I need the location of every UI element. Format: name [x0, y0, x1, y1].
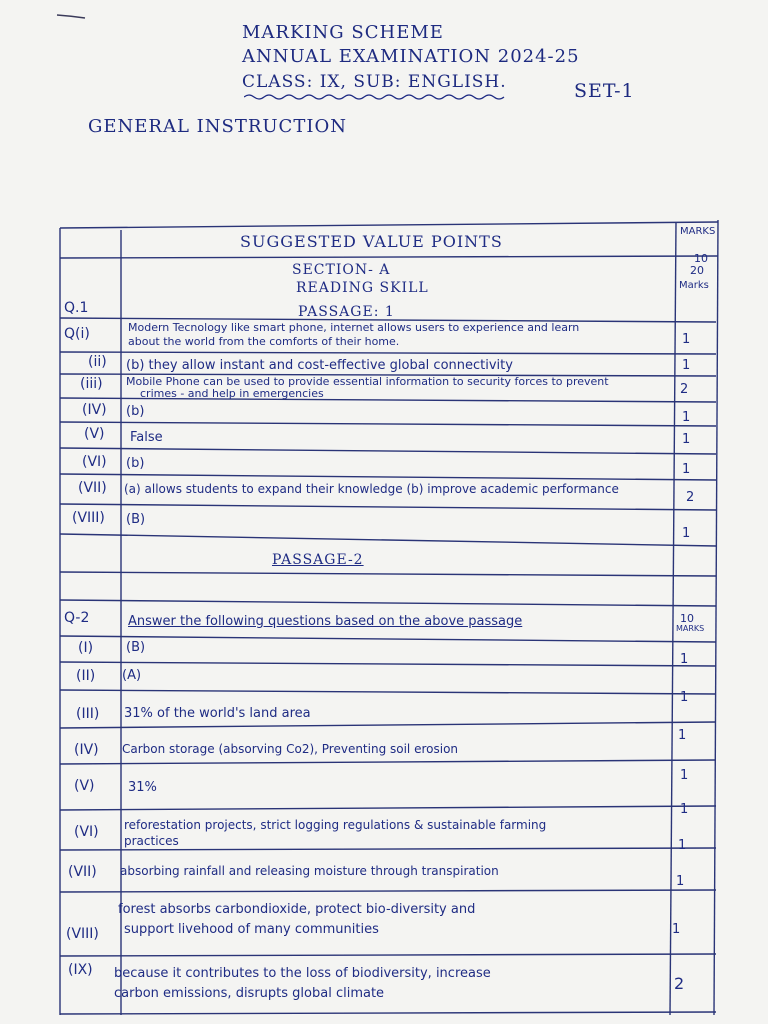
question-2-label: Q-2	[64, 610, 90, 626]
p2-row-num: (VIII)	[66, 926, 99, 942]
p2-row-answer-cont: practices	[124, 834, 179, 848]
p2-row-marks: 1	[678, 728, 687, 743]
p2-row-answer: absorbing rainfall and releasing moisture through transpiration	[120, 864, 499, 878]
p1-row-num: (VI)	[82, 454, 107, 470]
p1-row-answer: (B)	[126, 512, 146, 527]
p1-row-marks: 2	[680, 382, 689, 397]
p1-row-num: (V)	[84, 426, 105, 442]
passage1-heading: PASSAGE: 1	[298, 304, 395, 320]
passage2-heading: PASSAGE-2	[272, 552, 364, 568]
q2-instruction: Answer the following questions based on the above passage	[128, 614, 523, 629]
marks-word: Marks	[679, 280, 709, 291]
p2-row-num: (II)	[76, 668, 96, 684]
p2-row-marks: 1	[680, 690, 689, 705]
marks-column-header: MARKS	[680, 226, 716, 237]
p2-row-num: (VI)	[74, 824, 99, 840]
p2-row-num: (VII)	[68, 864, 97, 880]
p2-row-answer: because it contributes to the loss of biodiversity, increase	[114, 966, 491, 981]
p1-row-answer: (a) allows students to expand their knowledge (b) improve academic performance	[124, 482, 619, 496]
marks-total-overwritten: 20	[690, 264, 704, 277]
section-heading: SECTION- A	[292, 262, 391, 278]
p2-row-marks: 1	[672, 922, 681, 937]
p2-row-answer: 31% of the world's land area	[124, 706, 311, 721]
p2-row-num: (III)	[76, 706, 100, 722]
p2-row-marks: 1	[680, 768, 689, 783]
marks-total: 10	[694, 252, 708, 265]
p2-row-marks: 1	[678, 838, 687, 853]
p1-row-num: (VII)	[78, 480, 107, 496]
p1-row-marks: 2	[686, 490, 695, 505]
p2-row-answer: 31%	[128, 780, 157, 795]
question-1-label: Q.1	[64, 300, 89, 316]
exam-title: ANNUAL EXAMINATION 2024-25	[242, 46, 580, 67]
p1-row-answer-cont: about the world from the comforts of their home.	[128, 335, 400, 348]
p2-row-answer: (A)	[122, 668, 142, 683]
p2-row-marks: 1	[680, 652, 689, 667]
p1-row-answer: False	[130, 430, 163, 445]
set-label: SET-1	[574, 80, 635, 102]
p2-row-num: (IV)	[74, 742, 99, 758]
p2-row-answer-cont: carbon emissions, disrupts global climate	[114, 986, 385, 1001]
q2-marks-word: MARKS	[676, 624, 705, 633]
p1-row-marks: 1	[682, 358, 691, 373]
p2-row-num: (IX)	[68, 962, 93, 978]
p2-row-answer: forest absorbs carbondioxide, protect bio-diversity and	[118, 902, 476, 917]
p2-row-marks: 1	[680, 802, 689, 817]
p1-row-answer: Mobile Phone can be used to provide essential information to security forces to prevent	[126, 375, 609, 388]
p1-row-num: (VIII)	[72, 510, 105, 526]
p1-row-marks: 1	[682, 432, 691, 447]
p2-row-num: (I)	[78, 640, 94, 656]
p1-row-answer-cont: crimes - and help in emergencies	[140, 387, 324, 400]
table-title: SUGGESTED VALUE POINTS	[240, 232, 503, 251]
class-subject: CLASS: IX, SUB: ENGLISH.	[242, 72, 507, 92]
p1-row-answer: (b)	[126, 404, 145, 419]
p2-row-num: (V)	[74, 778, 95, 794]
p1-row-num: (IV)	[82, 402, 107, 418]
p1-row-num: (iii)	[80, 376, 103, 392]
skill-heading: READING SKILL	[296, 280, 429, 296]
p1-row-marks: 1	[682, 332, 691, 347]
p2-row-marks: 2	[674, 974, 685, 993]
p1-row-marks: 1	[682, 526, 691, 541]
p1-row-marks: 1	[682, 410, 691, 425]
p2-row-answer: (B)	[126, 640, 146, 655]
p2-row-answer-cont: support livehood of many communities	[124, 922, 379, 937]
p2-row-marks: 1	[676, 874, 685, 889]
q2-marks: 10	[680, 612, 694, 625]
p1-row-num: (ii)	[88, 354, 107, 370]
p1-row-marks: 1	[682, 462, 691, 477]
p2-row-answer: Carbon storage (absorving Co2), Preventing soil erosion	[122, 742, 459, 756]
p1-row-answer: (b) they allow instant and cost-effective global connectivity	[126, 358, 513, 373]
doc-title: MARKING SCHEME	[242, 22, 444, 43]
p1-row-num: Q(i)	[64, 326, 90, 342]
p1-row-answer: (b)	[126, 456, 145, 471]
general-instruction-heading: GENERAL INSTRUCTION	[88, 116, 347, 137]
p2-row-answer: reforestation projects, strict logging regulations & sustainable farming	[124, 818, 547, 832]
p1-row-answer: Modern Tecnology like smart phone, internet allows users to experience and learn	[128, 321, 580, 334]
